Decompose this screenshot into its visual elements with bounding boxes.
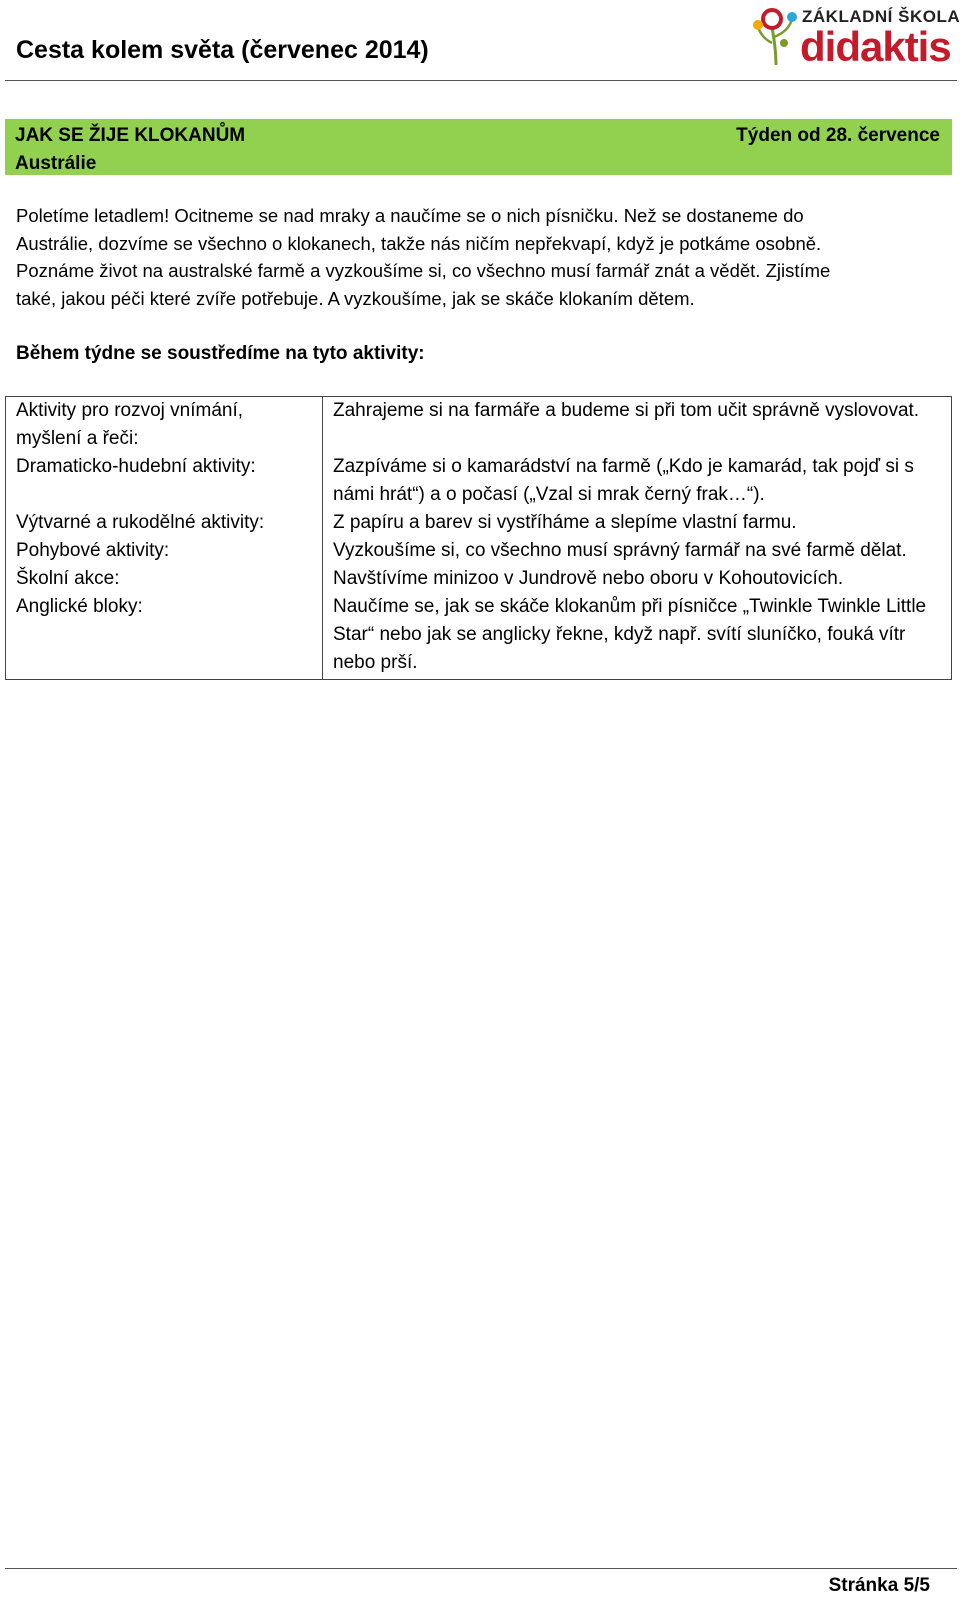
table-row — [6, 537, 952, 565]
activity-label: Dramaticko-hudební aktivity: — [6, 453, 323, 509]
intro-line: Poletíme letadlem! Ocitneme se nad mraky a naučíme se o nich písničku. Než se dostaneme do — [16, 205, 804, 226]
flower-icon — [752, 3, 802, 67]
topic-place: Austrálie — [15, 153, 97, 174]
activity-label: Anglické bloky: — [6, 593, 323, 680]
activity-text: Navštívíme minizoo v Jundrově nebo oboru v Kohoutovicích. — [323, 565, 952, 593]
table-row — [6, 565, 952, 593]
intro-line: Poznáme život na australské farmě a vyzkoušíme si, co všechno musí farmář znát a vědět. Zjistíme — [16, 260, 831, 281]
school-logo — [752, 3, 960, 73]
week-bar — [5, 119, 952, 175]
activity-text: Vyzkoušíme si, co všechno musí správný farmář na své farmě dělat. — [323, 537, 952, 565]
header-divider — [5, 80, 957, 81]
table-row — [6, 453, 952, 509]
intro-line: také, jakou péči které zvíře potřebuje. A vyzkoušíme, jak se skáče klokaním dětem. — [16, 287, 695, 309]
week-topic — [15, 122, 245, 178]
activities-table — [5, 396, 952, 680]
page-number: Stránka 5/5 — [828, 1575, 930, 1596]
page-title: Cesta kolem světa (červenec 2014) — [16, 36, 429, 64]
activity-label: Pohybové aktivity: — [6, 537, 323, 565]
footer-divider — [5, 1568, 957, 1569]
activity-text: Z papíru a barev si vystříháme a slepíme vlastní farmu. — [323, 509, 952, 537]
intro-paragraph — [16, 202, 946, 312]
topic-title: JAK SE ŽIJE KLOKANŮM — [15, 125, 246, 146]
activity-label: Aktivity pro rozvoj vnímání, myšlení a řeči: — [6, 397, 323, 454]
table-row — [6, 397, 952, 454]
activity-text: Zazpíváme si o kamarádství na farmě („Kdo je kamarád, tak pojď si s námi hrát“) a o počasí („Vzal si mrak černý frak…“). — [323, 453, 952, 509]
activities-heading: Během týdne se soustředíme na tyto aktivity: — [16, 343, 425, 364]
logo-school-text: ZÁKLADNÍ ŠKOLA — [802, 7, 960, 26]
table-row — [6, 593, 952, 680]
activity-label: Školní akce: — [6, 565, 323, 593]
activity-label: Výtvarné a rukodělné aktivity: — [6, 509, 323, 537]
activity-text: Naučíme se, jak se skáče klokanům při písničce „Twinkle Twinkle Little Star“ nebo jak se anglicky řekne, když např. svítí sluníčko, fouká vítr nebo prší. — [323, 593, 952, 680]
activity-text: Zahrajeme si na farmáře a budeme si při tom učit správně vyslovovat. — [323, 397, 952, 454]
week-date: Týden od 28. července — [736, 125, 940, 146]
intro-line: Austrálie, dozvíme se všechno o klokanech, takže nás ničím nepřekvapí, když je potkáme osobně. — [16, 232, 822, 254]
logo-brand-text: didaktis — [800, 23, 951, 70]
table-row — [6, 509, 952, 537]
